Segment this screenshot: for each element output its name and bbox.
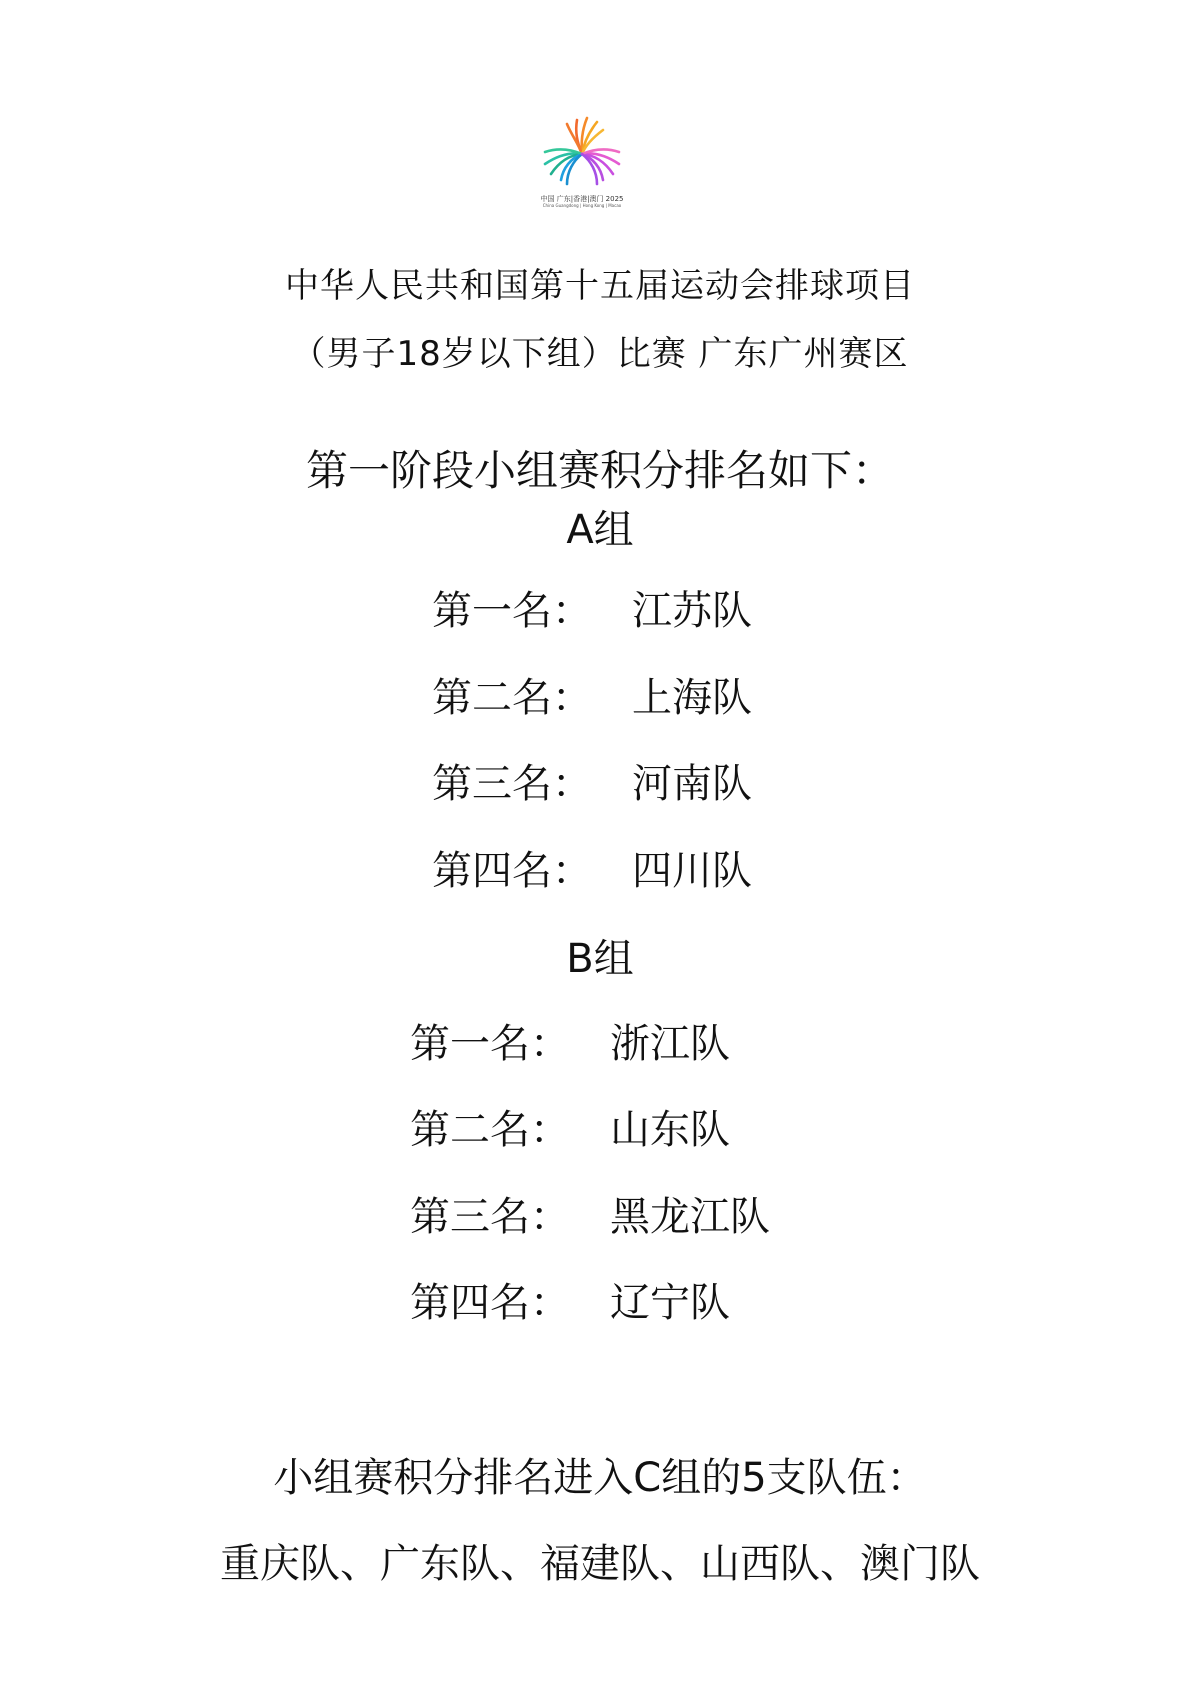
rank-team: 上海队 [632, 675, 752, 721]
games-emblem-icon [537, 112, 627, 192]
rank-label: 第一名： [432, 588, 592, 634]
rank-label: 第三名： [432, 761, 592, 807]
logo-caption: 中国 广东|香港|澳门 2025 [540, 195, 624, 203]
group-b-rank-2 [410, 1098, 730, 1155]
rank-team: 山东队 [610, 1107, 730, 1153]
document-title-line1: 中华人民共和国第十五届运动会排球项目 [285, 266, 915, 306]
group-b-rank-1 [410, 1012, 730, 1069]
rank-label: 第三名： [410, 1194, 570, 1240]
document-title-line2: （男子18岁以下组）比赛 广东广州赛区 [291, 334, 909, 374]
group-b-rank-4 [410, 1271, 730, 1328]
group-a-title: A组 [566, 507, 634, 553]
group-c-title: 小组赛积分排名进入C组的5支队伍： [273, 1455, 927, 1501]
group-a-rank-4 [432, 839, 752, 896]
group-a-rank-2 [432, 666, 752, 723]
group-c-teams: 重庆队、广东队、福建队、山西队、澳门队 [220, 1541, 980, 1587]
rank-team: 辽宁队 [610, 1280, 730, 1326]
rank-label: 第四名： [410, 1280, 570, 1326]
rank-team: 江苏队 [632, 588, 752, 634]
rank-label: 第二名： [410, 1107, 570, 1153]
rank-team: 浙江队 [610, 1021, 730, 1067]
group-a-rank-3 [432, 752, 752, 809]
rank-label: 第一名： [410, 1021, 570, 1067]
rank-team: 四川队 [632, 848, 752, 894]
games-logo [537, 112, 627, 216]
rank-team: 河南队 [632, 761, 752, 807]
group-b-rank-3 [410, 1185, 770, 1242]
rank-label: 第二名： [432, 675, 592, 721]
section-heading: 第一阶段小组赛积分排名如下： [305, 446, 894, 495]
rank-label: 第四名： [432, 848, 592, 894]
group-b-title: B组 [566, 936, 634, 982]
logo-subcaption: China Guangdong | Hong Kong | Macao [542, 203, 622, 208]
rank-team: 黑龙江队 [610, 1194, 770, 1240]
group-a-rank-1 [432, 579, 752, 636]
